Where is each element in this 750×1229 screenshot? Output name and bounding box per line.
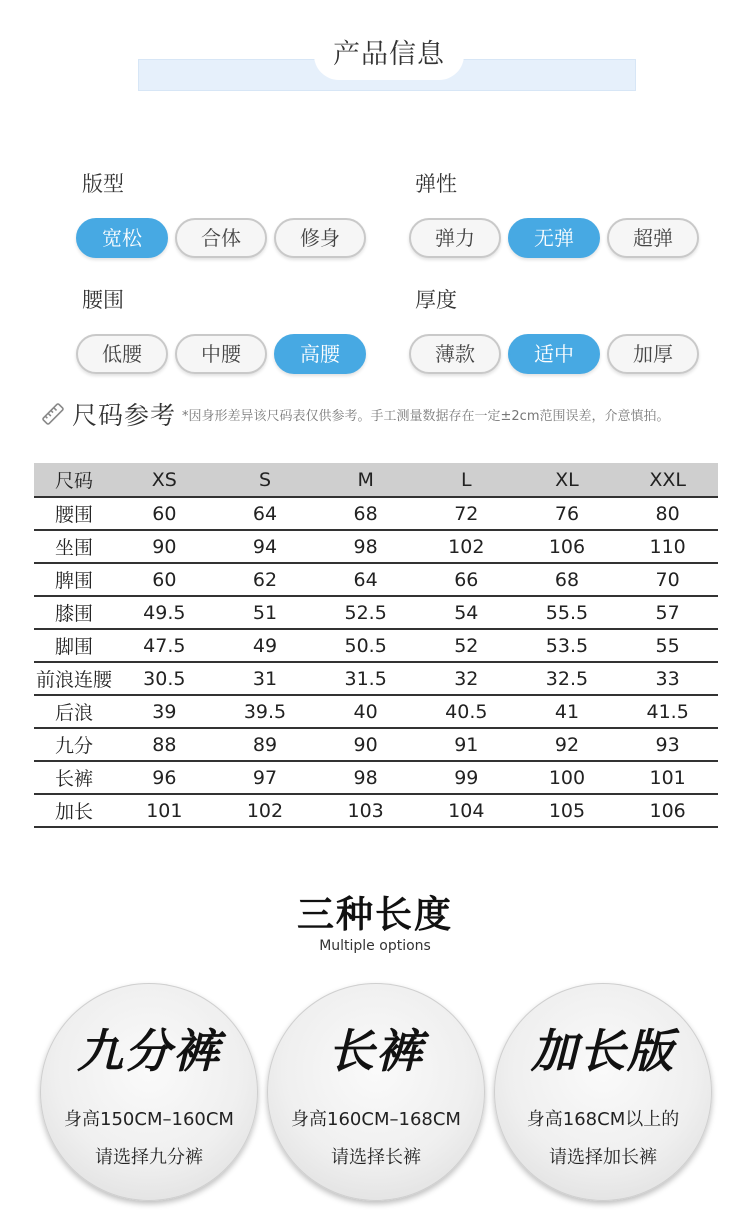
table-cell: 68 [315, 497, 416, 530]
length-option-height: 身高150CM–160CM [64, 1109, 234, 1130]
lengths-title: 三种长度 [297, 893, 453, 936]
row-label: 脾围 [34, 563, 114, 596]
row-label: 腰围 [34, 497, 114, 530]
chip-option: 中腰 [175, 334, 267, 374]
table-cell: 104 [416, 794, 517, 827]
table-cell: 94 [215, 530, 316, 563]
page-title: 产品信息 [314, 30, 464, 80]
table-cell: 106 [517, 530, 618, 563]
chip-row [76, 334, 366, 374]
table-cell: 52 [416, 629, 517, 662]
table-cell: 47.5 [114, 629, 215, 662]
table-cell: 40.5 [416, 695, 517, 728]
column-header: 尺码 [34, 463, 114, 497]
table-cell: 50.5 [315, 629, 416, 662]
table-cell: 91 [416, 728, 517, 761]
table-cell: 89 [215, 728, 316, 761]
table-cell: 97 [215, 761, 316, 794]
table-cell: 30.5 [114, 662, 215, 695]
chip-option: 合体 [175, 218, 267, 258]
table-cell: 55.5 [517, 596, 618, 629]
chip-option: 修身 [274, 218, 366, 258]
table-cell: 92 [517, 728, 618, 761]
attr-label: 腰围 [82, 288, 124, 312]
ruler-icon [40, 401, 66, 427]
table-cell: 31 [215, 662, 316, 695]
row-label: 膝围 [34, 596, 114, 629]
lengths-subtitle: Multiple options [319, 938, 431, 954]
row-label: 脚围 [34, 629, 114, 662]
table-cell: 33 [617, 662, 718, 695]
chip-option: 加厚 [607, 334, 699, 374]
chip-option: 适中 [508, 334, 600, 374]
table-row [34, 695, 718, 728]
attribute-panel [44, 130, 734, 390]
table-cell: 41 [517, 695, 618, 728]
row-label: 长裤 [34, 761, 114, 794]
table-cell: 49 [215, 629, 316, 662]
length-option-name: 长裤 [328, 1024, 424, 1078]
table-row [34, 629, 718, 662]
table-row [34, 761, 718, 794]
table-row [34, 794, 718, 827]
table-cell: 102 [215, 794, 316, 827]
length-option-cropped [40, 983, 258, 1201]
size-ref-title: 尺码参考 [72, 401, 177, 430]
table-row [34, 563, 718, 596]
attr-group-waist [82, 286, 340, 366]
length-option-height: 身高160CM–168CM [291, 1109, 461, 1130]
table-cell: 99 [416, 761, 517, 794]
table-cell: 103 [315, 794, 416, 827]
table-cell: 100 [517, 761, 618, 794]
table-cell: 110 [617, 530, 718, 563]
table-cell: 57 [617, 596, 718, 629]
chip-option: 低腰 [76, 334, 168, 374]
table-header-row [34, 463, 718, 497]
column-header: XL [517, 463, 618, 497]
length-option-name: 九分裤 [77, 1024, 221, 1078]
table-cell: 39.5 [215, 695, 316, 728]
chip-option: 薄款 [409, 334, 501, 374]
table-cell: 68 [517, 563, 618, 596]
table-cell: 40 [315, 695, 416, 728]
table-row [34, 530, 718, 563]
table-cell: 106 [617, 794, 718, 827]
table-cell: 80 [617, 497, 718, 530]
header [0, 0, 750, 110]
attr-group-elasticity [415, 170, 673, 250]
table-cell: 41.5 [617, 695, 718, 728]
table-cell: 54 [416, 596, 517, 629]
length-option-height: 身高168CM以上的 [526, 1109, 680, 1130]
table-row [34, 728, 718, 761]
table-cell: 72 [416, 497, 517, 530]
size-reference [40, 394, 750, 434]
length-option-advice: 请选择长裤 [331, 1147, 421, 1168]
size-table [34, 463, 718, 828]
table-cell: 64 [215, 497, 316, 530]
chip-option: 超弹 [607, 218, 699, 258]
row-label: 加长 [34, 794, 114, 827]
attr-label: 版型 [82, 172, 124, 196]
table-cell: 101 [617, 761, 718, 794]
table-cell: 90 [315, 728, 416, 761]
length-option-name: 加长版 [531, 1024, 675, 1078]
length-option-advice: 请选择九分裤 [95, 1147, 203, 1168]
table-cell: 51 [215, 596, 316, 629]
table-cell: 55 [617, 629, 718, 662]
table-cell: 49.5 [114, 596, 215, 629]
table-cell: 93 [617, 728, 718, 761]
table-cell: 60 [114, 563, 215, 596]
table-cell: 52.5 [315, 596, 416, 629]
table-row [34, 596, 718, 629]
column-header: M [315, 463, 416, 497]
column-header: L [416, 463, 517, 497]
table-row [34, 662, 718, 695]
table-cell: 105 [517, 794, 618, 827]
table-cell: 76 [517, 497, 618, 530]
table-cell: 31.5 [315, 662, 416, 695]
table-cell: 64 [315, 563, 416, 596]
table-cell: 32 [416, 662, 517, 695]
attr-label: 弹性 [415, 172, 457, 196]
table-cell: 66 [416, 563, 517, 596]
table-cell: 53.5 [517, 629, 618, 662]
attr-group-thickness [415, 286, 673, 366]
chip-option: 高腰 [274, 334, 366, 374]
table-cell: 96 [114, 761, 215, 794]
chip-row [409, 218, 699, 258]
length-option-extra-long [494, 983, 712, 1201]
row-label: 坐围 [34, 530, 114, 563]
row-label: 九分 [34, 728, 114, 761]
column-header: XS [114, 463, 215, 497]
length-option-long [267, 983, 485, 1201]
table-cell: 70 [617, 563, 718, 596]
table-cell: 39 [114, 695, 215, 728]
table-cell: 62 [215, 563, 316, 596]
chip-option: 弹力 [409, 218, 501, 258]
chip-row [409, 334, 699, 374]
row-label: 前浪连腰 [34, 662, 114, 695]
row-label: 后浪 [34, 695, 114, 728]
table-cell: 32.5 [517, 662, 618, 695]
size-ref-note: *因身形差异该尺码表仅供参考。手工测量数据存在一定±2cm范围误差，介意慎拍。 [182, 408, 670, 424]
table-cell: 101 [114, 794, 215, 827]
table-cell: 90 [114, 530, 215, 563]
table-cell: 98 [315, 761, 416, 794]
table-cell: 102 [416, 530, 517, 563]
table-row [34, 497, 718, 530]
chip-option: 无弹 [508, 218, 600, 258]
table-cell: 60 [114, 497, 215, 530]
chip-row [76, 218, 366, 258]
column-header: XXL [617, 463, 718, 497]
table-cell: 88 [114, 728, 215, 761]
table-cell: 98 [315, 530, 416, 563]
attr-group-fit [82, 170, 340, 250]
length-option-advice: 请选择加长裤 [549, 1147, 657, 1168]
column-header: S [215, 463, 316, 497]
attr-label: 厚度 [415, 288, 457, 312]
chip-option: 宽松 [76, 218, 168, 258]
